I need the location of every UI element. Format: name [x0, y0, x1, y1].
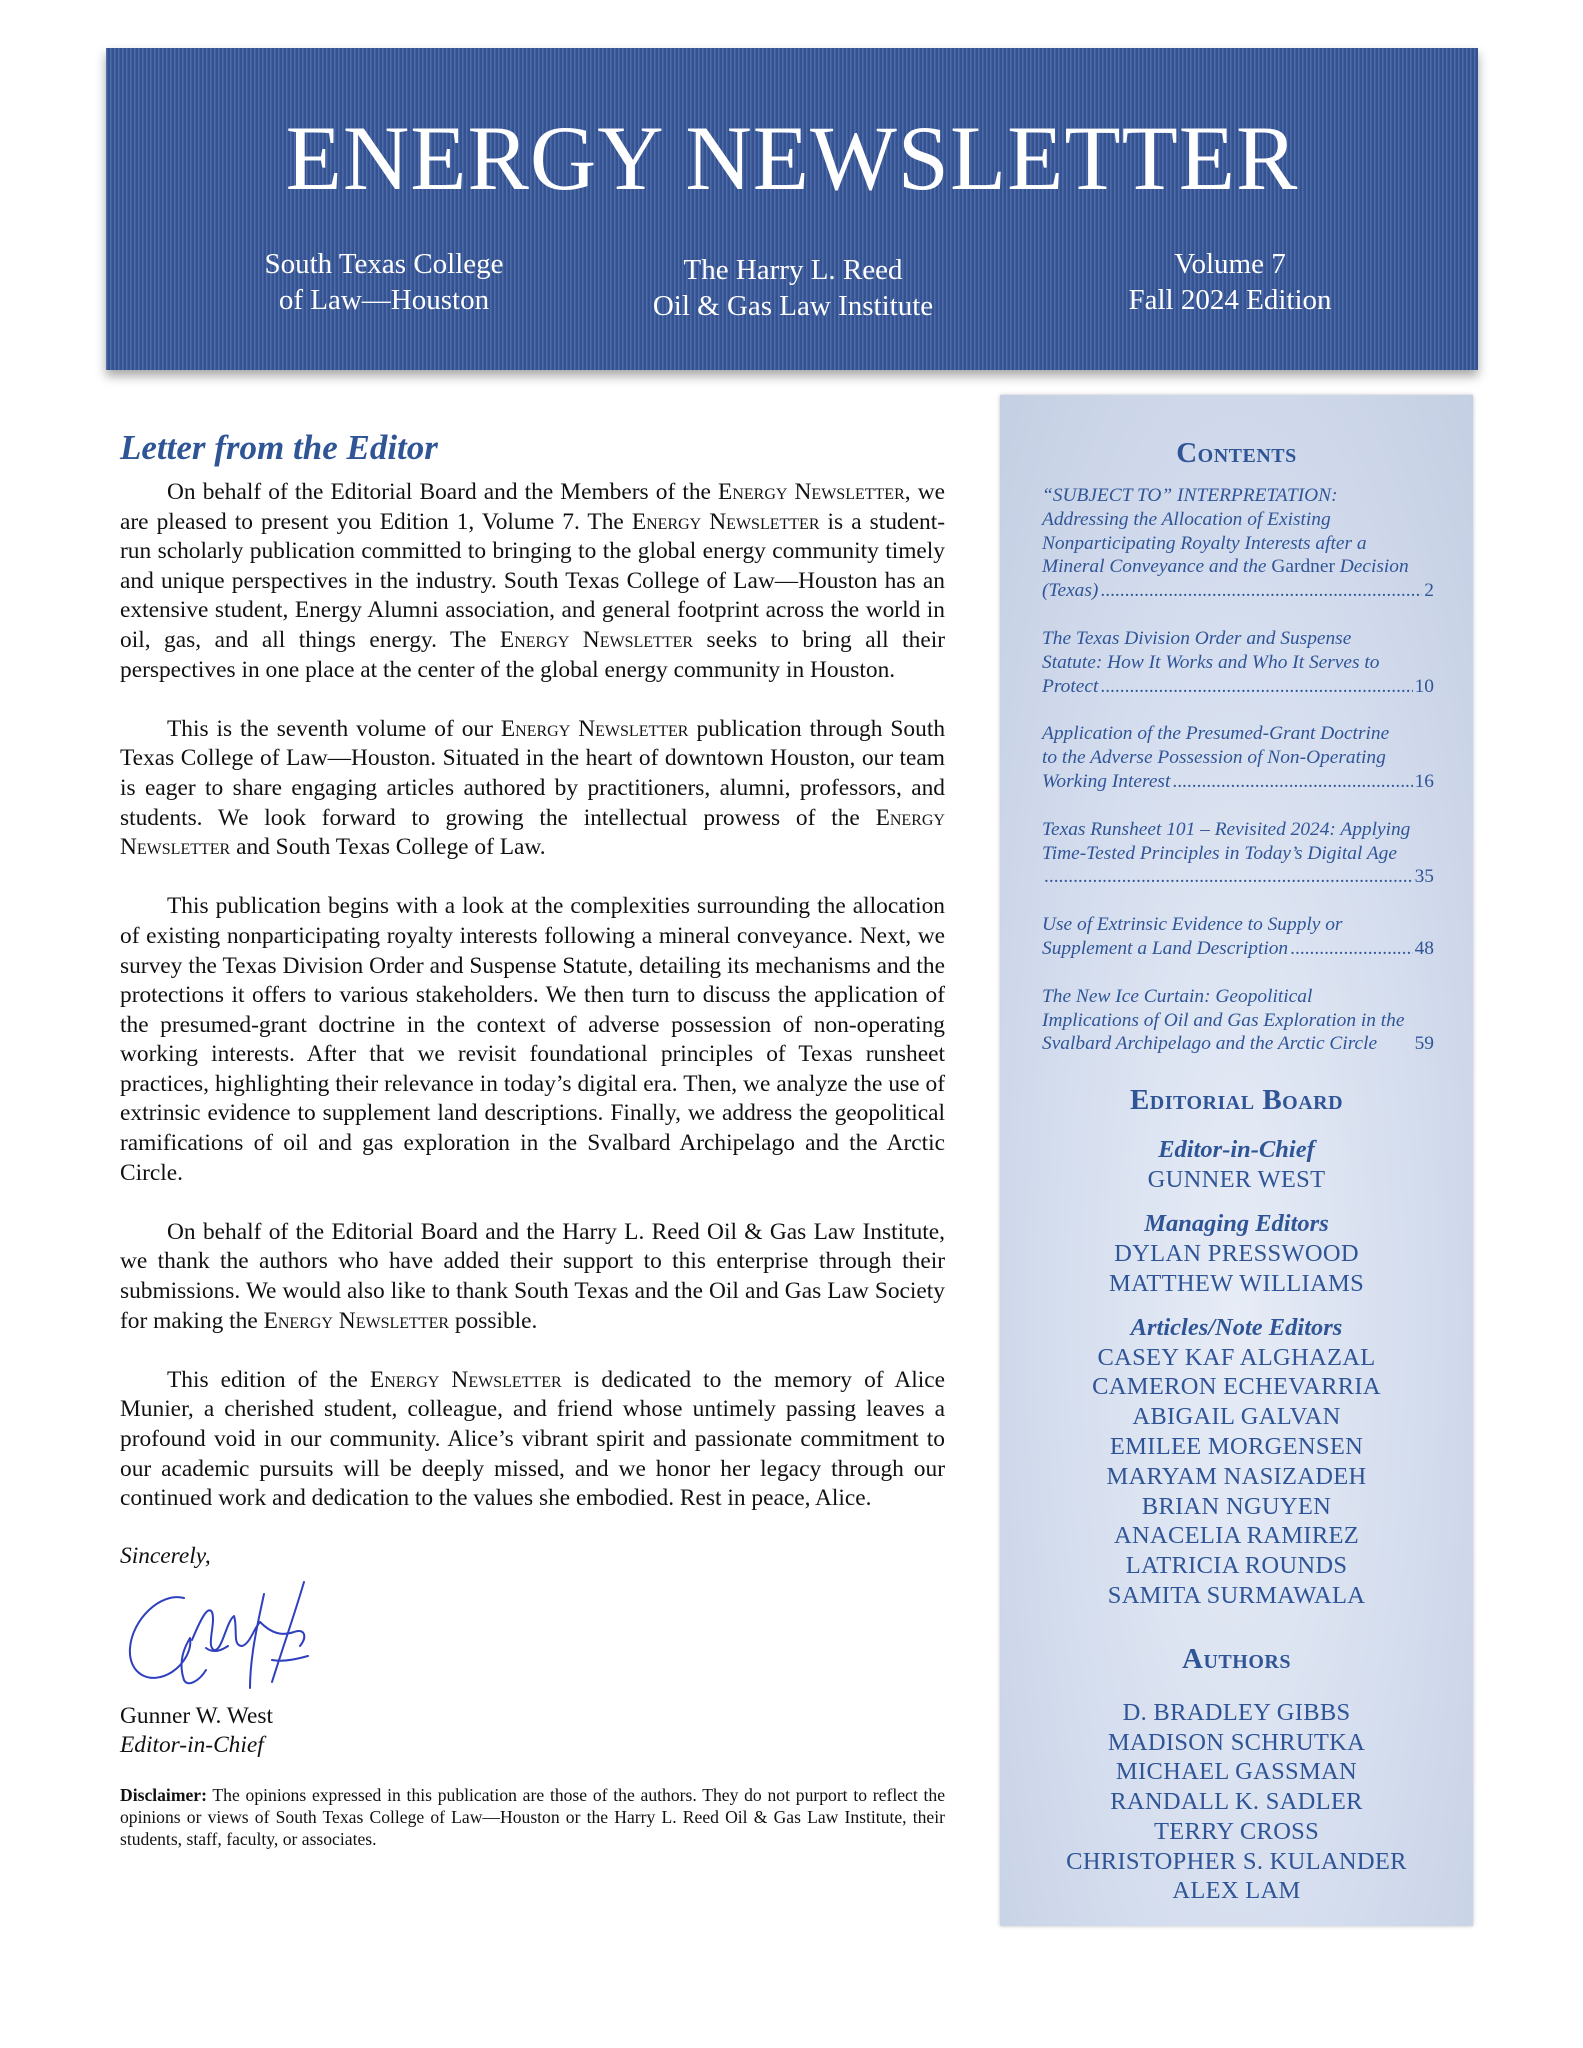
role-label: Editor-in-Chief	[1158, 1136, 1315, 1164]
toc-item[interactable]: The New Ice Curtain: Geopolitical Implications of Oil and Gas Exploration in the Svalbard Archipelago and the Arctic Circle 59	[1042, 985, 1434, 1055]
table-of-contents	[1042, 484, 1434, 1056]
toc-item[interactable]: The Texas Division Order and Suspense Statute: How It Works and Who It Serves to Protect ..... 10	[1042, 627, 1434, 698]
school-line-1: South Texas College	[264, 248, 504, 280]
person-name: CASEY KAF ALGHAZAL	[1097, 1343, 1376, 1371]
role-label: Articles/Note Editors	[1130, 1313, 1343, 1341]
institute-line-1: The Harry L. Reed	[683, 254, 903, 286]
school-line-2: of Law—Houston	[278, 284, 490, 316]
author-name: MADISON SCHRUTKA	[1107, 1728, 1366, 1756]
authors-list	[1000, 1698, 1473, 1907]
paragraph-2: This is the seventh volume of our Energy Newsletter publication through South Texas College of Law—Houston. Situated in the heart of downtown Houston, our team is eager to share engaging articles authored by practitioners, alumni, professors, and students. We look forward to growing the intellectual prowess of the Energy Newsletter and South Texas College of Law.	[120, 715, 946, 861]
author-name: MICHAEL GASSMAN	[1115, 1758, 1358, 1786]
person-name: EMILEE MORGENSEN	[1109, 1432, 1364, 1460]
disclaimer-text: The opinions expressed in this publication are those of the authors. They do not purport to reflect the opinions or views of South Texas College of Law—Houston or the Harry L. Reed Oil & Gas Law Institute, their students, staff, faculty, or associates.	[120, 1785, 945, 1850]
disclaimer-label: Disclaimer:	[120, 1785, 207, 1806]
volume-info	[1030, 246, 1430, 318]
person-name: ABIGAIL GALVAN	[1132, 1403, 1341, 1431]
person-name: MATTHEW WILLIAMS	[1109, 1269, 1364, 1297]
paragraph-1: On behalf of the Editorial Board and the Members of the Energy Newsletter, we are pleased to present you Edition 1, Volume 7. The Energy Newsletter is a student-run scholarly publication committed to bringing to the global energy community timely and unique perspectives in the industry. South Texas College of Law—Houston has an extensive student, Energy Alumni association, and general footprint across the world in oil, gas, and all things energy. The Energy Newsletter seeks to bring all their perspectives in one place at the center of the global energy community in Houston.	[120, 479, 945, 683]
closing: Sincerely,	[120, 1543, 211, 1570]
role-label: Managing Editors	[1144, 1209, 1329, 1237]
author-name: TERRY CROSS	[1153, 1817, 1320, 1845]
letter-column	[120, 426, 945, 1868]
author-name: ALEX LAM	[1172, 1877, 1301, 1905]
newsletter-title: ENERGY NEWSLETTER	[285, 107, 1299, 209]
toc-page-number: 16	[1414, 770, 1434, 792]
edition-label: Fall 2024 Edition	[1128, 284, 1332, 316]
toc-page-number: 59	[1414, 1033, 1434, 1055]
newsletter-name: Energy Newsletter	[718, 479, 905, 505]
volume-number: Volume 7	[1174, 248, 1286, 280]
school-name	[184, 246, 584, 318]
editorial-board-heading: Editorial Board	[1129, 1084, 1344, 1117]
newsletter-name: Energy Newsletter	[631, 508, 820, 535]
author-name: RANDALL K. SADLER	[1110, 1788, 1363, 1816]
paragraph-5: This edition of the Energy Newsletter is dedicated to the memory of Alice Munier, a cherished student, colleague, and friend whose untimely passing leaves a profound void in our community. Alice’s vibrant spirit and passionate commitment to our academic pursuits will be deeply missed, and we honor her legacy through our continued work and dedication to the values she embodied. Rest in peace, Alice.	[120, 1366, 946, 1512]
toc-page-number: 2	[1424, 580, 1434, 602]
toc-page-number: 10	[1414, 675, 1434, 697]
newsletter-banner	[106, 48, 1478, 370]
person-name: SAMITA SURMAWALA	[1107, 1581, 1366, 1609]
person-name: GUNNER WEST	[1147, 1166, 1326, 1194]
editor-signature	[122, 1576, 322, 1698]
institute-line-2: Oil & Gas Law Institute	[652, 290, 934, 322]
paragraph-3: This publication begins with a look at the complexities surrounding the allocation of existing nonparticipating royalty interests following a mineral conveyance. Next, we survey the Texas Division Order and Suspense Statute, detailing its mechanisms and the protections it offers to various stakeholders. We then turn to discuss the application of the presumed-grant doctrine in the context of adverse possession of non-operating working interests. After that we revisit foundational principles of Texas runsheet practices, highlighting their relevance in today’s digital era. Then, we analyze the use of extrinsic evidence to supplement land descriptions. Finally, we address the geopolitical ramifications of oil and gas exploration in the Svalbard Archipelago and the Arctic Circle.	[120, 893, 945, 1186]
contents-heading: Contents	[1176, 437, 1297, 469]
toc-item[interactable]: Application of the Presumed-Grant Doctrine to the Adverse Possession of Non-Operating Working Interest ..... 16	[1042, 722, 1434, 793]
signer-name: Gunner W. West	[120, 1703, 273, 1730]
person-name: ANACELIA RAMIREZ	[1113, 1522, 1360, 1550]
disclaimer	[120, 1784, 945, 1850]
toc-item[interactable]: Texas Runsheet 101 – Revisited 2024: Applying Time-Tested Principles in Today’s Digital Age ..... 35	[1042, 818, 1434, 889]
newsletter-name: Energy Newsletter	[500, 715, 689, 742]
newsletter-name: Energy Newsletter	[120, 804, 945, 861]
paragraph-4: On behalf of the Editorial Board and the Harry L. Reed Oil & Gas Law Institute, we thank the authors who have added their support to this enterprise through their submissions. We would also like to thank South Texas and the Oil and Gas Law Society for making the Energy Newsletter possible.	[120, 1218, 945, 1334]
letter-heading: Letter from the Editor	[120, 428, 438, 467]
author-name: CHRISTOPHER S. KULANDER	[1066, 1847, 1407, 1875]
institute-name	[593, 252, 993, 324]
person-name: CAMERON ECHEVARRIA	[1092, 1373, 1381, 1401]
author-name: D. BRADLEY GIBBS	[1122, 1698, 1351, 1726]
person-name: LATRICIA ROUNDS	[1125, 1552, 1348, 1580]
person-name: DYLAN PRESSWOOD	[1114, 1239, 1359, 1267]
toc-item[interactable]: Use of Extrinsic Evidence to Supply or Supplement a Land Description ..... 48	[1042, 913, 1434, 961]
person-name: MARYAM NASIZADEH	[1106, 1462, 1367, 1490]
newsletter-name: Energy Newsletter	[499, 626, 694, 653]
toc-page-number: 35	[1414, 866, 1434, 888]
authors-heading: Authors	[1182, 1642, 1291, 1675]
person-name: BRIAN NGUYEN	[1141, 1492, 1332, 1520]
newsletter-name: Energy Newsletter	[369, 1366, 562, 1393]
newsletter-name: Energy Newsletter	[263, 1307, 450, 1334]
sidebar	[1000, 395, 1473, 1926]
signer-title: Editor-in-Chief	[120, 1732, 264, 1759]
toc-item[interactable]: “SUBJECT TO” INTERPRETATION: Addressing the Allocation of Existing Nonparticipating Royalty Interests after a Mineral Conveyance and the Gardner Decision (Texas) ..... 2	[1042, 484, 1434, 603]
toc-page-number: 48	[1414, 937, 1434, 959]
